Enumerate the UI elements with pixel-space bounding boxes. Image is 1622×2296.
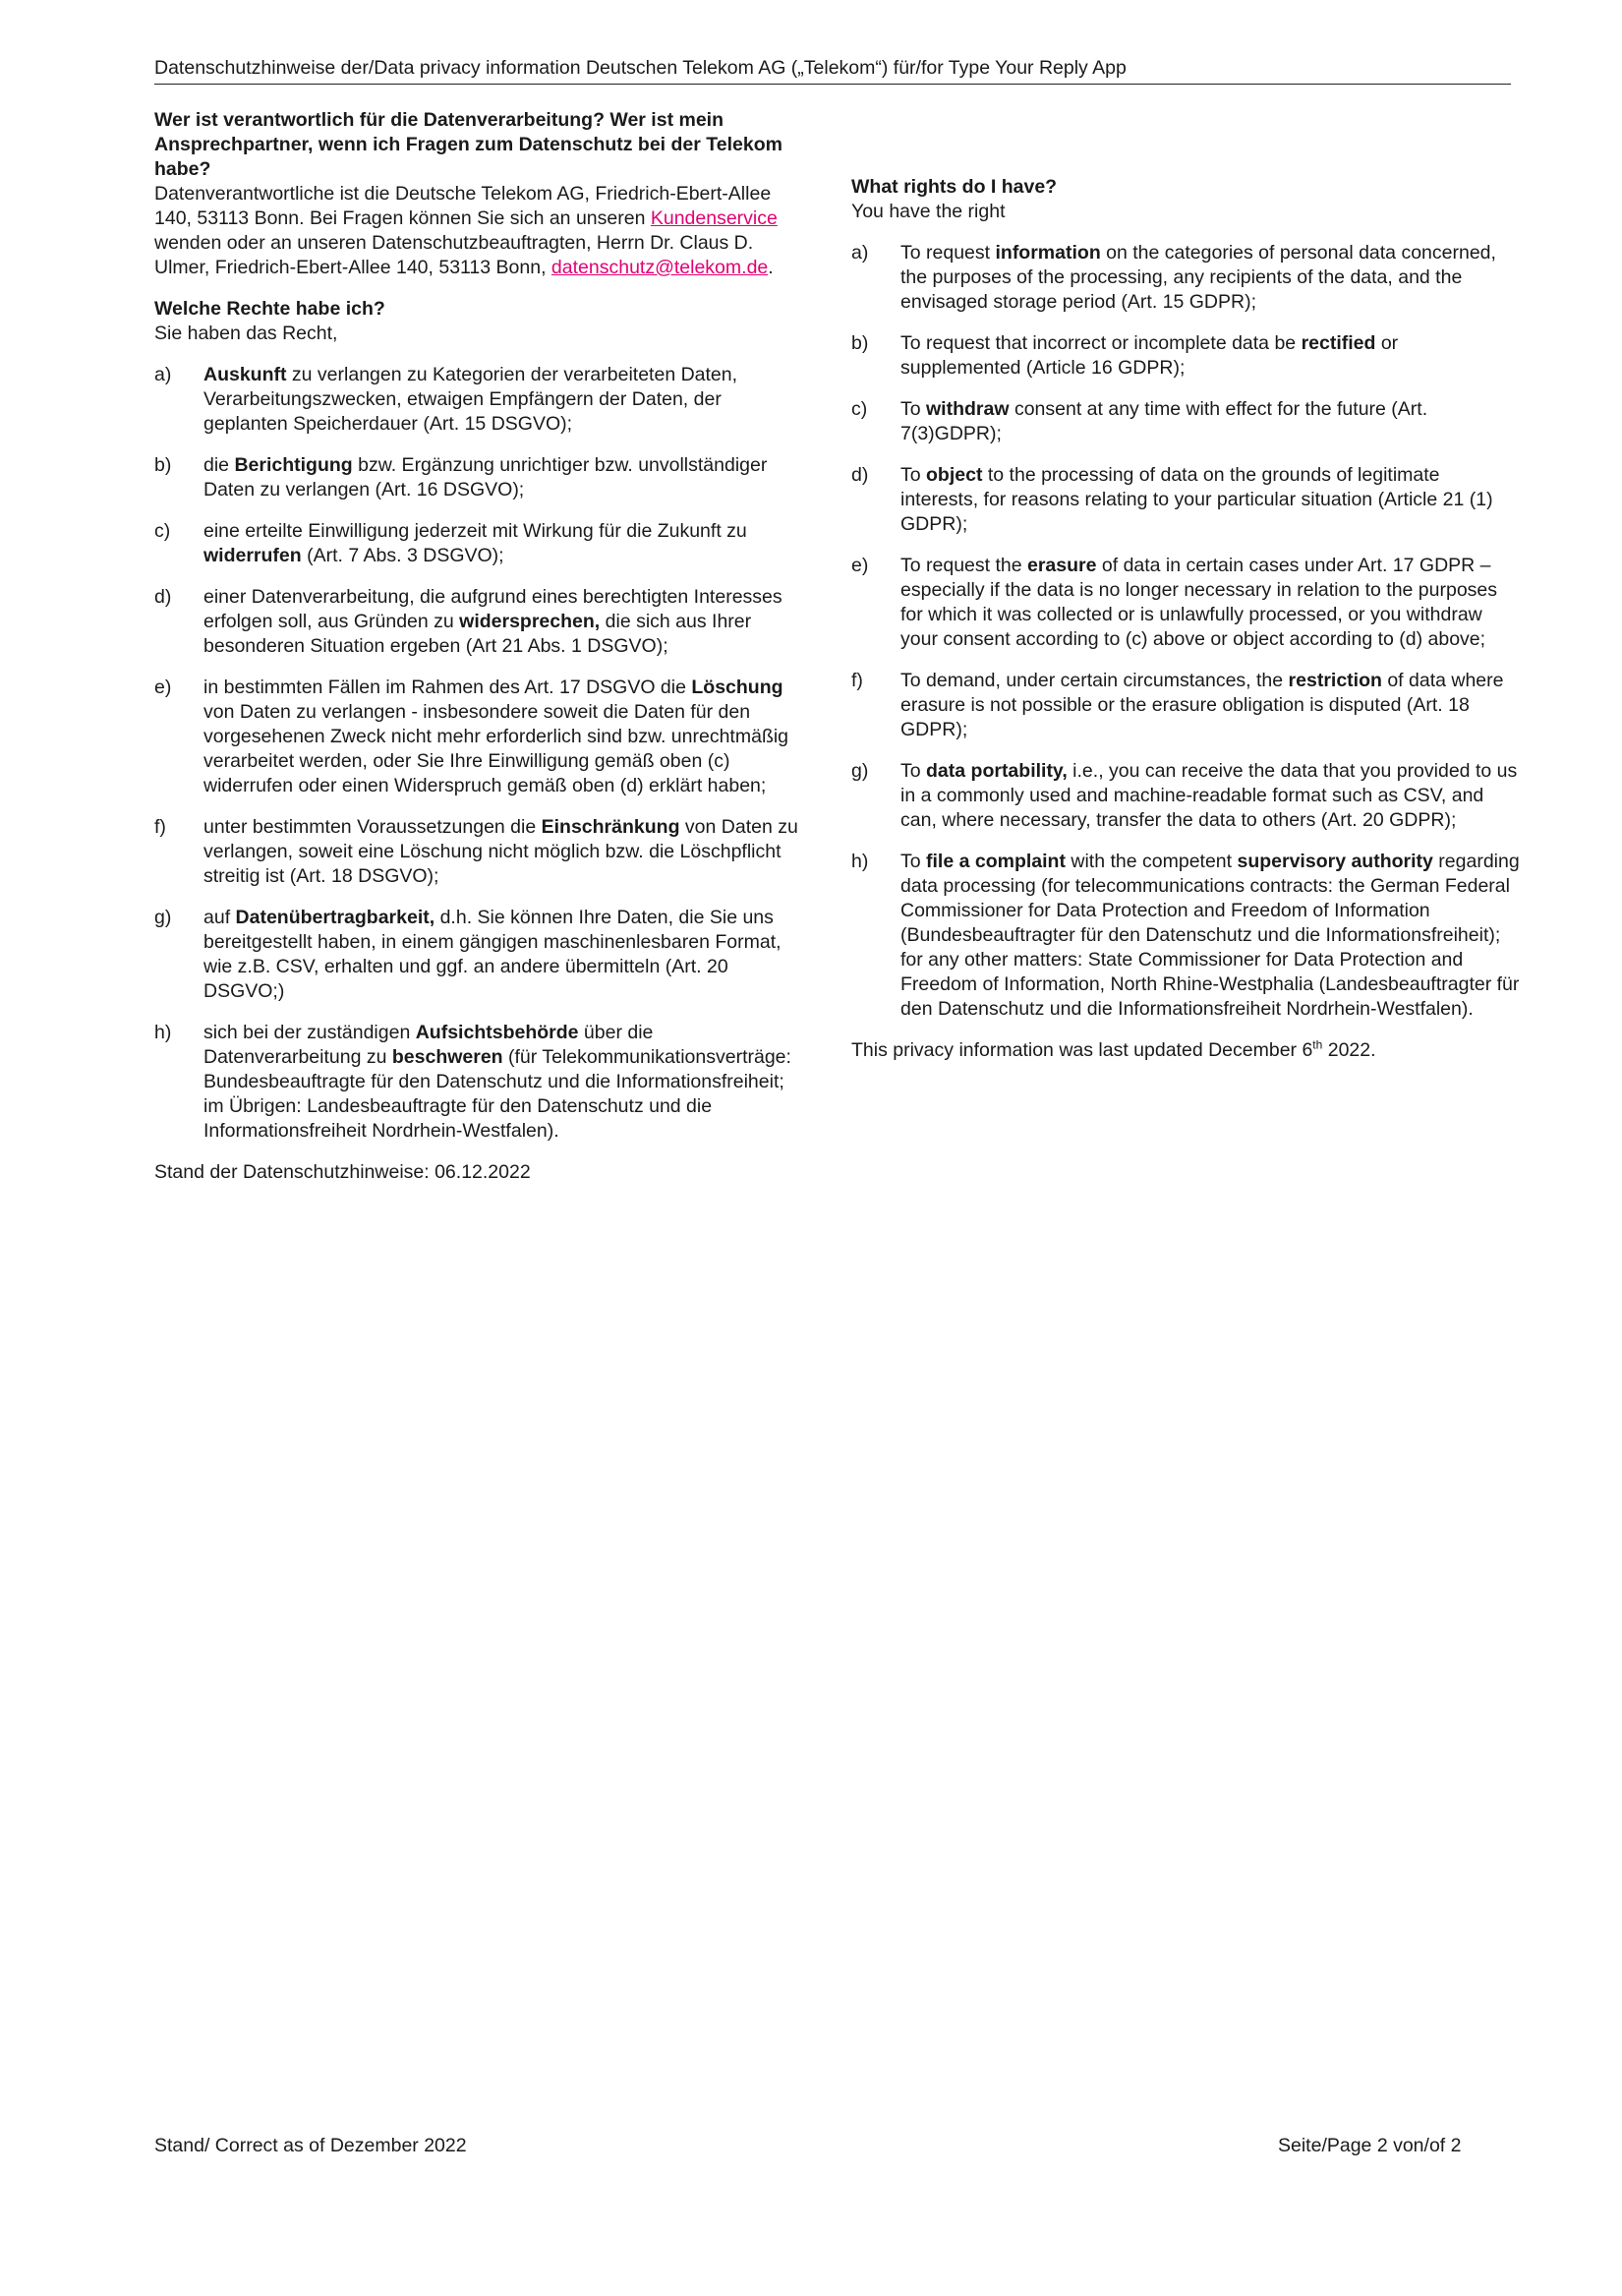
list-item xyxy=(154,815,808,889)
list-item-text-part: with the competent xyxy=(1065,851,1238,872)
rights-list-en xyxy=(851,241,1520,1022)
list-item-text-part: die xyxy=(203,454,235,476)
list-item-text-part: bzw. Ergänzung unrichtiger bzw. unvollständiger Daten zu verlangen (Art. 16 DSGVO); xyxy=(203,454,768,500)
german-column xyxy=(154,108,808,1185)
list-item-text-part: i.e., you can receive the data that you provided to us in a commonly used and machine-readable format such as CSV, and can, where necessary, transfer the data to others (Art. 20 GDPR); xyxy=(900,760,1518,831)
list-item-text-part: to the processing of data on the grounds of legitimate interests, for reasons relating to your particular situation (Article 21 (1) GDPR); xyxy=(900,464,1493,535)
list-item-letter: g) xyxy=(851,760,869,782)
list-item xyxy=(851,397,1520,446)
list-item-emphasis: Einschränkung xyxy=(541,816,680,838)
list-item-letter: h) xyxy=(851,851,869,872)
updated-superscript: th xyxy=(1312,1037,1323,1052)
list-item-emphasis: Aufsichtsbehörde xyxy=(415,1022,579,1043)
updated-text-end: 2022. xyxy=(1322,1039,1376,1061)
list-item-text xyxy=(203,815,808,889)
list-item-emphasis: erasure xyxy=(1027,555,1097,576)
list-item-emphasis: withdraw xyxy=(926,398,1010,420)
updated-note xyxy=(851,1038,1520,1063)
list-item-letter: e) xyxy=(851,555,869,576)
list-item-text-part: To xyxy=(900,464,927,486)
list-item-text xyxy=(900,554,1520,652)
list-item-text xyxy=(900,241,1520,315)
list-item-emphasis: information xyxy=(995,242,1101,264)
list-item-text-part: To xyxy=(900,398,927,420)
responsible-text xyxy=(154,182,808,280)
list-item-letter: d) xyxy=(851,464,869,486)
list-item-letter: h) xyxy=(154,1022,172,1043)
list-item xyxy=(851,759,1520,833)
rights-intro-de: Sie haben das Recht, xyxy=(154,323,338,344)
list-item-letter: g) xyxy=(154,907,172,928)
list-item-text-part: on the categories of personal data concerned, the purposes of the processing, any recipients of the data, and the envisaged storage period (Art. 15 GDPR); xyxy=(900,242,1496,313)
list-item-text-part: eine erteilte Einwilligung jederzeit mit Wirkung für die Zukunft zu xyxy=(203,520,747,542)
list-item-emphasis: data portability, xyxy=(926,760,1068,782)
list-item-text xyxy=(203,1021,808,1144)
list-item-text xyxy=(203,453,808,502)
list-item-text-part: zu verlangen zu Kategorien der verarbeiteten Daten, Verarbeitungszwecken, etwaigen Empfängern der Daten, der geplanten Speicherdauer (Art. 15 DSGVO); xyxy=(203,364,738,435)
responsible-heading: Wer ist verantwortlich für die Datenverarbeitung? Wer ist mein Ansprechpartner, wenn ich Fragen zum Datenschutz bei der Telekom habe? xyxy=(154,109,782,180)
list-item-text-part: (für Telekommunikationsverträge: Bundesbeauftragte für den Datenschutz und die Informationsfreiheit; im Übrigen: Landesbeauftragte für den Datenschutz und die Informationsfreiheit Nordrhein-Westfalen). xyxy=(203,1046,791,1142)
updated-text: This privacy information was last updated December 6 xyxy=(851,1039,1313,1061)
rights-section-de xyxy=(154,297,808,1185)
list-item-emphasis: object xyxy=(926,464,983,486)
list-item xyxy=(154,906,808,1004)
list-item xyxy=(154,1021,808,1144)
list-item-text xyxy=(203,585,808,659)
rights-heading-de: Welche Rechte habe ich? xyxy=(154,298,385,320)
list-item xyxy=(154,519,808,568)
responsible-text-part: wenden oder an unseren Datenschutzbeauftragten, Herrn Dr. Claus D. Ulmer, Friedrich-Ebert-Allee 140, 53113 Bonn, xyxy=(154,232,754,278)
list-item-emphasis: beschweren xyxy=(391,1046,503,1068)
list-item-text xyxy=(203,363,808,437)
responsible-text-part: . xyxy=(768,257,774,278)
list-item-text-part: To xyxy=(900,851,927,872)
rights-heading-en: What rights do I have? xyxy=(851,176,1058,198)
footer-date: Stand/ Correct as of Dezember 2022 xyxy=(154,2135,467,2156)
list-item-text-part: sich bei der zuständigen xyxy=(203,1022,416,1043)
list-item-text-part: einer Datenverarbeitung, die aufgrund eines berechtigten Interesses erfolgen soll, aus Gründen zu xyxy=(203,586,782,632)
list-item-emphasis: widerrufen xyxy=(203,545,302,566)
list-item-text-part: die sich aus Ihrer besonderen Situation ergeben (Art 21 Abs. 1 DSGVO); xyxy=(203,611,752,657)
rights-intro-en: You have the right xyxy=(851,201,1006,222)
list-item-letter: a) xyxy=(851,242,869,264)
list-item-letter: f) xyxy=(154,816,166,838)
list-item xyxy=(851,850,1520,1022)
list-item-letter: c) xyxy=(154,520,171,542)
list-item-text-part: of data in certain cases under Art. 17 GDPR – especially if the data is no longer necessary in relation to the purposes for which it was collected or is unlawfully processed, or you withdraw your consent according to (c) above or object according to (d) above; xyxy=(900,555,1498,650)
list-item xyxy=(154,676,808,798)
english-column xyxy=(851,175,1520,1063)
list-item-letter: b) xyxy=(851,332,869,354)
email-link[interactable]: datenschutz@telekom.de xyxy=(550,257,769,278)
list-item-emphasis: Berichtigung xyxy=(234,454,353,476)
list-item-text-part: To request xyxy=(900,242,996,264)
list-item-emphasis: Auskunft xyxy=(203,364,287,385)
list-item-emphasis: rectified xyxy=(1301,332,1376,354)
list-item xyxy=(851,554,1520,652)
list-item-text-part: von Daten zu verlangen - insbesondere soweit die Daten für den vorgesehenen Zweck nicht mehr erforderlich sind bzw. unrechtmäßig verarbeitet werden, oder Sie Ihre Einwilligung gemäß oben (c) widerrufen oder einen Widerspruch gemäß oben (d) erklärt haben; xyxy=(203,701,789,796)
list-item-text-part: auf xyxy=(203,907,236,928)
list-item-text xyxy=(203,906,808,1004)
list-item-text-part: über die Datenverarbeitung zu xyxy=(203,1022,654,1068)
list-item-emphasis: widersprechen, xyxy=(459,611,601,632)
list-item-emphasis: Löschung xyxy=(691,677,783,698)
kundenservice-link[interactable]: Kundenservice xyxy=(650,207,778,229)
list-item-text xyxy=(900,331,1520,381)
list-item-emphasis: supervisory authority xyxy=(1237,851,1433,872)
list-item-text-part: or supplemented (Article 16 GDPR); xyxy=(900,332,1399,379)
list-item-text-part: To request the xyxy=(900,555,1027,576)
list-item-text-part: unter bestimmten Voraussetzungen die xyxy=(203,816,542,838)
list-item-text xyxy=(900,759,1520,833)
rights-list-de xyxy=(154,363,808,1144)
list-item-text-part: in bestimmten Fällen im Rahmen des Art. 17 DSGVO die xyxy=(203,677,692,698)
list-item-text-part: von Daten zu verlangen, soweit eine Löschung nicht möglich bzw. die Löschpflicht streitig ist (Art. 18 DSGVO); xyxy=(203,816,798,887)
responsible-text-part: Datenverantwortliche ist die Deutsche Telekom AG, Friedrich-Ebert-Allee 140, 53113 Bonn. Bei Fragen können Sie sich an unseren xyxy=(154,183,772,229)
list-item xyxy=(154,363,808,437)
list-item-emphasis: Datenübertragbarkeit, xyxy=(235,907,435,928)
list-item-emphasis: file a complaint xyxy=(926,851,1066,872)
list-item-text xyxy=(900,669,1520,742)
list-item-text xyxy=(203,519,808,568)
list-item-text-part: To request that incorrect or incomplete data be xyxy=(900,332,1302,354)
list-item-emphasis: restriction xyxy=(1288,670,1382,691)
list-item-text xyxy=(203,676,808,798)
list-item-text xyxy=(900,850,1520,1022)
list-item-letter: d) xyxy=(154,586,172,608)
list-item-letter: a) xyxy=(154,364,172,385)
footer-page-number: Seite/Page 2 von/of 2 xyxy=(1278,2135,1462,2156)
list-item-text xyxy=(900,397,1520,446)
list-item xyxy=(851,463,1520,537)
stand-date: Stand der Datenschutzhinweise: 06.12.2022 xyxy=(154,1161,531,1183)
list-item-text-part: of data where erasure is not possible or the erasure obligation is disputed (Art. 18 GDPR); xyxy=(900,670,1504,740)
list-item-text-part: d.h. Sie können Ihre Daten, die Sie uns bereitgestellt haben, in einem gängigen maschinenlesbaren Format, wie z.B. CSV, erhalten und ggf. an andere übermitteln (Art. 20 DSGVO;) xyxy=(203,907,782,1002)
list-item xyxy=(851,241,1520,315)
list-item-letter: c) xyxy=(851,398,868,420)
list-item-text-part: To xyxy=(900,760,927,782)
list-item-text-part: regarding data processing (for telecommunications contracts: the German Federal Commissioner for Data Protection and Freedom of Information (Bundesbeauftragter für den Datenschutz und die Informationsfreiheit); for any other matters: State Commissioner for Data Protection and Freedom of Information, North Rhine-Westphalia (Landesbeauftragter für den Datenschutz und die Informationsfreiheit Nordrhein-Westfalen). xyxy=(900,851,1520,1020)
list-item-text-part: (Art. 7 Abs. 3 DSGVO); xyxy=(301,545,504,566)
list-item xyxy=(851,331,1520,381)
page-header: Datenschutzhinweise der/Data privacy information Deutschen Telekom AG („Telekom“) für/for Type Your Reply App xyxy=(154,55,1511,85)
list-item xyxy=(154,585,808,659)
list-item-text-part: To demand, under certain circumstances, the xyxy=(900,670,1289,691)
list-item xyxy=(851,669,1520,742)
list-item-letter: f) xyxy=(851,670,863,691)
responsible-section xyxy=(154,108,808,280)
list-item-text-part: consent at any time with effect for the future (Art. 7(3)GDPR); xyxy=(900,398,1428,444)
list-item-letter: b) xyxy=(154,454,172,476)
list-item-letter: e) xyxy=(154,677,172,698)
list-item xyxy=(154,453,808,502)
list-item-text xyxy=(900,463,1520,537)
